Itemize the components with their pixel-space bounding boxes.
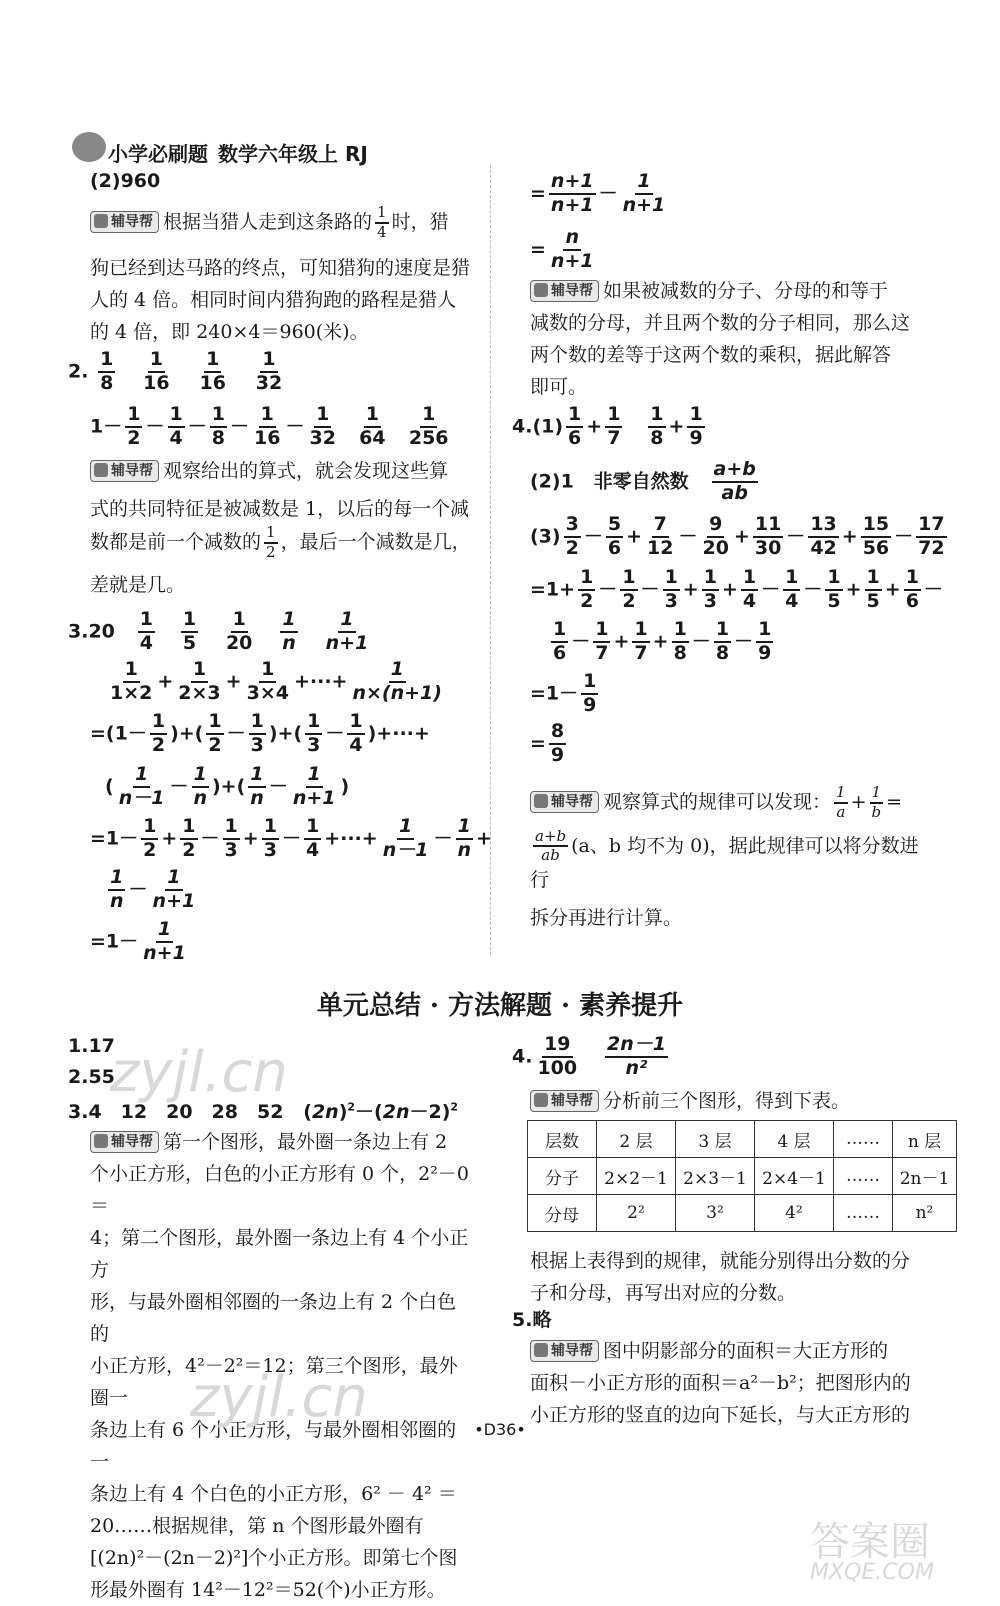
summary-answer-5: 5.略 [512, 1309, 552, 1331]
summary-help-4: 辅导帮 分析前三个图形，得到下表。 [530, 1085, 930, 1117]
help-4: 辅导帮 观察算式的规律可以发现： $\frac{1}{a}$ + $\frac{1}{b}$ = $\frac{a+b}{ab}$ (a、b 均不为 0)，据此规律可以将分数进行 拆分再进行计算。 [530, 783, 919, 929]
answer-2: 2. $\frac{1}{8}$ $\frac{1}{16}$ $\frac{1}{16}$ $\frac{1}{32}$ [68, 348, 283, 394]
answer-2-expression: 1－ $\frac{1}{2}$ － $\frac{1}{4}$ － $\frac{1}{8}$ － $\frac{1}{16}$ － $\frac{1}{32}$ $\frac{1}{64}$ $\frac{1}{256}$ [90, 403, 449, 449]
answer-4-3-step2: =1－ $\frac{1}{9}$ [530, 670, 597, 716]
badge-icon [94, 214, 108, 228]
watermark: zyjl.cn [110, 1040, 288, 1105]
answer-4-3-step1b: $\frac{1}{6}$ － $\frac{1}{7}$ + $\frac{1}{7}$ + $\frac{1}{8}$ － $\frac{1}{8}$ － $\frac{1}{9}$ [553, 618, 772, 664]
help-badge: 辅导帮 [90, 1131, 159, 1153]
pattern-table [527, 1120, 957, 1232]
help-3: 辅导帮 如果被减数的分子、分母的和等于 减数的分母，并且两个数的分子相同，那么这 两个数的差等于这两个数的乘积，据此解答 即可。 [530, 280, 911, 398]
brand-logo-icon [72, 132, 106, 162]
header-subject: 数学六年级上 RJ [218, 142, 368, 166]
help-1-2-cont: 狗已经到达马路的终点，可知猎狗的速度是猎 人的 4 倍。相同时间内猎狗跑的路程是猎人 的 4 倍，即 240×4＝960(米)。 [90, 257, 471, 343]
help-badge: 辅导帮 [530, 791, 599, 813]
answer-1-2: (2)960 [90, 170, 161, 192]
fraction: $\frac{1}{4}$ [377, 203, 387, 241]
answer-4-1: 4.(1) $\frac{1}{6}$ + $\frac{1}{7}$ $\frac{1}{8}$ + $\frac{1}{9}$ [512, 403, 703, 449]
answer-3-result: =1－ $\frac{1}{n+1}$ [90, 918, 186, 964]
watermark: MXQE.COM [810, 1560, 934, 1585]
table-row: 分子 2×2－1 2×3－1 2×4－1 …… 2n－1 [528, 1158, 957, 1195]
answer-3: 3.20 $\frac{1}{4}$ $\frac{1}{5}$ $\frac{1}{20}$ $\frac{1}{n}$ $\frac{1}{n+1}$ [68, 608, 369, 654]
table-row: 层数 2 层 3 层 4 层 …… n 层 [528, 1121, 957, 1158]
help-2: 辅导帮 观察给出的算式，就会发现这些算 式的共同特征是被减数是 1，以后的每一个减 [90, 460, 470, 520]
help-badge: 辅导帮 [90, 211, 159, 233]
answer-3-step1b: ( $\frac{1}{n-1}$ － $\frac{1}{n}$ )+( $\frac{1}{n}$ － $\frac{1}{n+1}$ ) [105, 763, 350, 809]
summary-answer-2: 2.55 [68, 1066, 115, 1088]
answer-3-r1: = $\frac{n+1}{n+1}$ － $\frac{1}{n+1}$ [530, 170, 666, 216]
table-row: 分母 2² 3² 4² …… n² [528, 1195, 957, 1232]
answer-4-3-result: = $\frac{8}{9}$ [530, 720, 565, 766]
summary-answer-3: 3.4 12 20 28 52 $(2n)^2-(2n-2)^2$ [68, 1100, 459, 1123]
watermark: 答案圈 [810, 1519, 930, 1565]
help-badge: 辅导帮 [530, 1340, 599, 1362]
help-badge: 辅导帮 [530, 280, 599, 302]
help-2-cont: 数都是前一个减数的 $\frac{1}{2}$ ，最后一个减数是几， 差就是几。 [90, 523, 471, 596]
page-number: •D36• [474, 1420, 526, 1439]
summary-help-5: 辅导帮 图中阴影部分的面积＝大正方形的 面积－小正方形的面积＝a²－b²；把图形内的 小正方形的竖直的边向下延长，与大正方形的 [530, 1340, 911, 1426]
answer-4-2: (2)1 非零自然数 $\frac{a+b}{ab}$ [530, 458, 756, 504]
help-badge: 辅导帮 [530, 1090, 599, 1112]
answer-3-sum: $\frac{1}{1\times 2}$ + $\frac{1}{2\times 3}$ + $\frac{1}{3\times 4}$ +···+ $\frac{1}{n\times(n+1)}$ [110, 658, 442, 704]
answer-4-3: (3) $\frac{3}{2}$ － $\frac{5}{6}$ + $\frac{7}{12}$ － $\frac{9}{20}$ + $\frac{11}{30}$ － $\frac{13}{42}$ + $\frac{15}{56}$ － $\frac{17}{72}$ [530, 513, 945, 559]
summary-help-3: 辅导帮 第一个图形，最外圈一条边上有 2 个小正方形，白色的小正方形有 0 个，2²－0＝ 4；第二个图形，最外圈一条边上有 4 个小正方 形，与最外圈相邻圈的一条边上有 2 个白色的 小正方形，4²－2²＝12；第三个图形，最外圈一 条边上有 6 个小正方形，与最外圈相邻圈的一 条边上有 4 个白色的小正方形，6² － 4² ＝ 20……根据规律，第 n 个图形最外圈有 [(2n)²－(2n－2)²]个小正方形。即第七个图 形最外圈有 14²－12²＝52(个)小正方形。 [90, 1131, 469, 1601]
section-title: 单元总结 · 方法解题 · 素养提升 [316, 991, 684, 1021]
summary-answer-4: 4. $\frac{19}{100}$ $\frac{2n-1}{\text{n²}}$ [512, 1033, 666, 1079]
answer-3-step2b: $\frac{1}{n}$ － $\frac{1}{n+1}$ [110, 866, 196, 912]
answer-4-3-step1: =1+ $\frac{1}{2}$ － $\frac{1}{2}$ － $\frac{1}{3}$ + $\frac{1}{3}$ + $\frac{1}{4}$ － $\frac{1}{4}$ － $\frac{1}{5}$ + $\frac{1}{5}$ + $\frac{1}{6}$ － [530, 566, 943, 612]
help-1-2: 辅导帮 根据当猎人走到这条路的 $\frac{1}{4}$ 时，猎 [90, 205, 475, 241]
answer-3-step2: =1－ $\frac{1}{2}$ + $\frac{1}{2}$ － $\frac{1}{3}$ + $\frac{1}{3}$ － $\frac{1}{4}$ +···+ $\frac{1}{n-1}$ － $\frac{1}{n}$ + [90, 815, 492, 861]
summary-answer-1: 1.17 [68, 1035, 115, 1057]
help-badge: 辅导帮 [90, 460, 159, 482]
answer-3-step1: =(1－ $\frac{1}{2}$ )+( $\frac{1}{2}$ － $\frac{1}{3}$ )+( $\frac{1}{3}$ － $\frac{1}{4}$ )+···+ [90, 710, 430, 756]
watermark: zyjl.cn [190, 1365, 368, 1430]
answer-3-r2: = $\frac{n}{n+1}$ [530, 226, 594, 272]
summary-help-4-cont: 根据上表得到的规律，就能分别得出分数的分 子和分母，再写出对应的分数。 [530, 1250, 911, 1304]
header-brand: 小学必刷题 [108, 142, 208, 166]
